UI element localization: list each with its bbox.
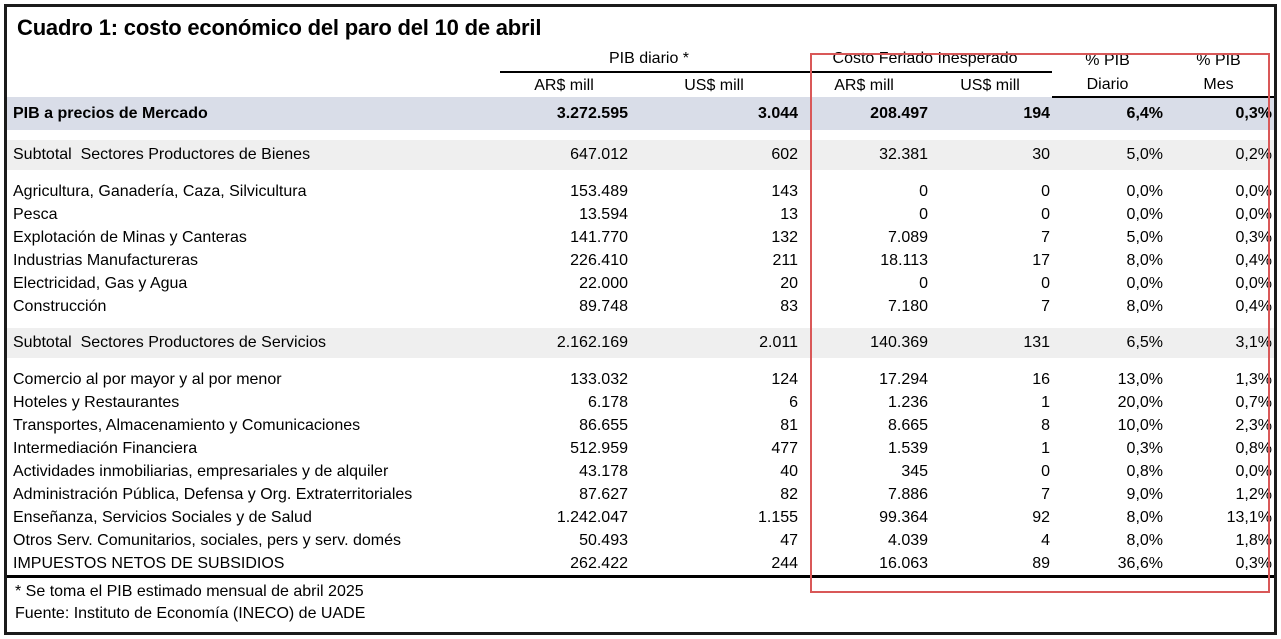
pib-ars-value: 86.655 [579, 417, 628, 434]
sector-label: Agricultura, Ganadería, Caza, Silvicultura [13, 183, 307, 200]
pct-pib-mes-value: 0,3% [1165, 552, 1274, 577]
pct-pib-mes-value: 2,3% [1235, 417, 1272, 434]
costo-usd-value: 0 [1041, 463, 1051, 480]
pct-pib-diario-value: 8,0% [1126, 532, 1164, 549]
header-costo-ars: AR$ mill [834, 77, 894, 94]
section-spacer [7, 130, 1274, 140]
pib-usd-value: 40 [780, 463, 799, 480]
pib-ars-value: 6.178 [587, 394, 628, 411]
pct-pib-diario-value: 13,0% [1117, 371, 1164, 388]
pct-pib-diario-value: 0,8% [1126, 463, 1164, 480]
sector-label: Hoteles y Restaurantes [13, 394, 180, 411]
pct-pib-mes-value: 0,0% [1235, 275, 1272, 292]
costo-usd-value: 8 [1041, 417, 1051, 434]
costo-usd-value: 7 [1041, 486, 1051, 503]
costo-ars-value: 99.364 [879, 509, 929, 526]
costo-usd-value: 131 [930, 328, 1052, 358]
pct-pib-mes-value: 0,0% [1235, 463, 1272, 480]
table-header [7, 47, 1274, 97]
pct-pib-diario-value: 6,4% [1052, 97, 1165, 130]
pib-ars-value: 87.627 [579, 486, 628, 503]
sector-label: Pesca [13, 206, 58, 223]
pct-pib-diario-value: 8,0% [1126, 509, 1164, 526]
costo-usd-value: 30 [930, 140, 1052, 170]
costo-usd-value: 1 [1041, 440, 1051, 457]
costo-ars-value: 32.381 [800, 140, 930, 170]
table-row [7, 437, 1274, 460]
pib-usd-value: 47 [780, 532, 799, 549]
table-row [7, 460, 1274, 483]
costo-usd-value: 1 [1041, 394, 1051, 411]
pct-pib-diario-value: 36,6% [1052, 552, 1165, 577]
sector-label: IMPUESTOS NETOS DE SUBSIDIOS [7, 552, 500, 577]
pct-pib-diario-value: 5,0% [1052, 140, 1165, 170]
sector-label: Intermediación Financiera [13, 440, 198, 457]
pib-usd-value: 3.044 [630, 97, 800, 130]
costo-usd-value: 92 [1032, 509, 1051, 526]
pib-usd-value: 244 [630, 552, 800, 577]
sector-label: Construcción [13, 298, 107, 315]
pct-pib-mes-value: 1,3% [1235, 371, 1272, 388]
pib-usd-value: 6 [789, 394, 799, 411]
pct-pib-diario-value: 0,3% [1126, 440, 1164, 457]
costo-ars-value: 18.113 [880, 252, 929, 269]
pct-pib-diario-value: 0,0% [1126, 275, 1164, 292]
header-units-row [7, 72, 1274, 97]
table-row [7, 140, 1274, 170]
pct-pib-diario-value: 10,0% [1117, 417, 1164, 434]
costo-ars-value: 1.539 [887, 440, 929, 457]
costo-ars-value: 0 [919, 206, 929, 223]
pib-usd-value: 124 [771, 371, 799, 388]
table-row [7, 272, 1274, 295]
costo-ars-value: 140.369 [800, 328, 930, 358]
header-empty-cell [7, 47, 500, 72]
header-pct-pib-mes-bottom: Mes [1165, 72, 1274, 97]
pib-ars-value: 647.012 [500, 140, 630, 170]
footnote-pib-estimate: * Se toma el PIB estimado mensual de abril 2025 [15, 583, 364, 600]
pib-usd-value: 477 [771, 440, 799, 457]
table-row [7, 226, 1274, 249]
pib-usd-value: 20 [780, 275, 799, 292]
sector-label: Otros Serv. Comunitarios, sociales, pers y serv. domés [13, 532, 401, 549]
pib-usd-value: 211 [772, 252, 799, 269]
pib-usd-value: 602 [630, 140, 800, 170]
pct-pib-mes-value: 0,4% [1235, 252, 1272, 269]
pib-ars-value: 1.242.047 [556, 509, 628, 526]
header-empty-cell [7, 72, 500, 97]
sector-label: Explotación de Minas y Canteras [13, 229, 247, 246]
pib-ars-value: 133.032 [570, 371, 628, 388]
costo-ars-value: 208.497 [800, 97, 930, 130]
economic-cost-table [7, 47, 1274, 578]
sector-label: Industrias Manufactureras [13, 252, 198, 269]
pib-usd-value: 143 [771, 183, 799, 200]
pib-ars-value: 13.594 [579, 206, 628, 223]
header-costo-feriado-group: Costo Feriado Inesperado [800, 47, 1052, 72]
pib-ars-value: 226.410 [570, 252, 628, 269]
pib-ars-value: 153.489 [570, 183, 628, 200]
costo-usd-value: 4 [1041, 532, 1051, 549]
table-row [7, 368, 1274, 391]
costo-ars-value: 17.294 [879, 371, 929, 388]
table-row [7, 506, 1274, 529]
sector-label: Subtotal Sectores Productores de Bienes [7, 140, 500, 170]
sector-label: Enseñanza, Servicios Sociales y de Salud [13, 509, 312, 526]
sector-label: Transportes, Almacenamiento y Comunicaciones [13, 417, 361, 434]
table-row [7, 328, 1274, 358]
costo-ars-value: 7.089 [887, 229, 929, 246]
pib-usd-value: 2.011 [630, 328, 800, 358]
table-row [7, 414, 1274, 437]
table-row [7, 97, 1274, 130]
costo-usd-value: 0 [1041, 206, 1051, 223]
header-pib-ars: AR$ mill [534, 77, 594, 94]
pct-pib-mes-value: 0,0% [1235, 183, 1272, 200]
table-row [7, 180, 1274, 203]
pct-pib-mes-value: 0,7% [1235, 394, 1272, 411]
table-body [7, 97, 1274, 577]
pct-pib-diario-value: 0,0% [1126, 206, 1164, 223]
pct-pib-mes-value: 0,3% [1165, 97, 1274, 130]
costo-ars-value: 7.886 [887, 486, 929, 503]
footnotes [7, 578, 1274, 625]
pib-ars-value: 3.272.595 [500, 97, 630, 130]
sector-label: Actividades inmobiliarias, empresariales y de alquiler [13, 463, 389, 480]
costo-usd-value: 0 [1041, 183, 1051, 200]
table-row [7, 295, 1274, 318]
pct-pib-mes-value: 0,4% [1235, 298, 1272, 315]
pib-ars-value: 512.959 [570, 440, 628, 457]
pct-pib-diario-value: 8,0% [1126, 298, 1164, 315]
sector-label: Comercio al por mayor y al por menor [13, 371, 282, 388]
costo-usd-value: 194 [930, 97, 1052, 130]
pct-pib-diario-value: 0,0% [1126, 183, 1164, 200]
pib-ars-value: 141.770 [570, 229, 628, 246]
costo-usd-value: 7 [1041, 229, 1051, 246]
footnote-source: Fuente: Instituto de Economía (INECO) de UADE [15, 605, 366, 622]
table-row [7, 529, 1274, 552]
costo-ars-value: 345 [901, 463, 929, 480]
pct-pib-diario-value: 6,5% [1052, 328, 1165, 358]
header-pib-diario-group: PIB diario * [500, 47, 800, 72]
table-row [7, 203, 1274, 226]
pct-pib-mes-value: 3,1% [1165, 328, 1274, 358]
header-pct-pib-diario-top: % PIB [1085, 52, 1130, 69]
sector-label: PIB a precios de Mercado [7, 97, 500, 130]
pib-ars-value: 22.000 [579, 275, 628, 292]
pib-usd-value: 132 [771, 229, 799, 246]
table-frame [4, 4, 1277, 635]
pib-usd-value: 82 [780, 486, 799, 503]
pct-pib-diario-value: 5,0% [1126, 229, 1164, 246]
costo-ars-value: 0 [919, 275, 929, 292]
costo-ars-value: 7.180 [887, 298, 929, 315]
costo-usd-value: 0 [1041, 275, 1051, 292]
header-pib-usd: US$ mill [684, 77, 744, 94]
table-row [7, 249, 1274, 272]
pct-pib-mes-value: 0,0% [1235, 206, 1272, 223]
pct-pib-mes-value: 0,2% [1165, 140, 1274, 170]
header-group-row [7, 47, 1274, 72]
costo-ars-value: 1.236 [887, 394, 929, 411]
pct-pib-diario-value: 9,0% [1126, 486, 1164, 503]
table-title: Cuadro 1: costo económico del paro del 10 de abril [17, 15, 542, 40]
pib-usd-value: 83 [780, 298, 799, 315]
pct-pib-mes-value: 13,1% [1226, 509, 1272, 526]
pib-usd-value: 81 [780, 417, 799, 434]
pct-pib-mes-value: 1,8% [1235, 532, 1272, 549]
pct-pib-diario-value: 20,0% [1117, 394, 1164, 411]
costo-usd-value: 16 [1032, 371, 1051, 388]
pib-ars-value: 43.178 [579, 463, 628, 480]
table-row [7, 552, 1274, 577]
costo-ars-value: 4.039 [887, 532, 929, 549]
costo-usd-value: 89 [930, 552, 1052, 577]
pct-pib-mes-value: 0,3% [1235, 229, 1272, 246]
pib-usd-value: 13 [780, 206, 799, 223]
pct-pib-mes-value: 1,2% [1235, 486, 1272, 503]
section-spacer [7, 318, 1274, 328]
section-spacer [7, 170, 1274, 180]
pib-ars-value: 2.162.169 [500, 328, 630, 358]
pib-usd-value: 1.155 [757, 509, 799, 526]
table-row [7, 391, 1274, 414]
costo-usd-value: 17 [1032, 252, 1051, 269]
costo-ars-value: 0 [919, 183, 929, 200]
pct-pib-diario-value: 8,0% [1126, 252, 1164, 269]
pib-ars-value: 89.748 [579, 298, 628, 315]
costo-ars-value: 8.665 [887, 417, 929, 434]
pib-ars-value: 50.493 [579, 532, 628, 549]
sector-label: Subtotal Sectores Productores de Servicios [7, 328, 500, 358]
header-costo-usd: US$ mill [960, 77, 1020, 94]
header-pct-pib-mes-top: % PIB [1196, 52, 1241, 69]
section-spacer [7, 358, 1274, 368]
costo-usd-value: 7 [1041, 298, 1051, 315]
sector-label: Administración Pública, Defensa y Org. Extraterritoriales [13, 486, 413, 503]
header-pct-pib-diario-bottom: Diario [1052, 72, 1165, 97]
sector-label: Electricidad, Gas y Agua [13, 275, 188, 292]
table-row [7, 483, 1274, 506]
costo-ars-value: 16.063 [800, 552, 930, 577]
pct-pib-mes-value: 0,8% [1235, 440, 1272, 457]
pib-ars-value: 262.422 [500, 552, 630, 577]
